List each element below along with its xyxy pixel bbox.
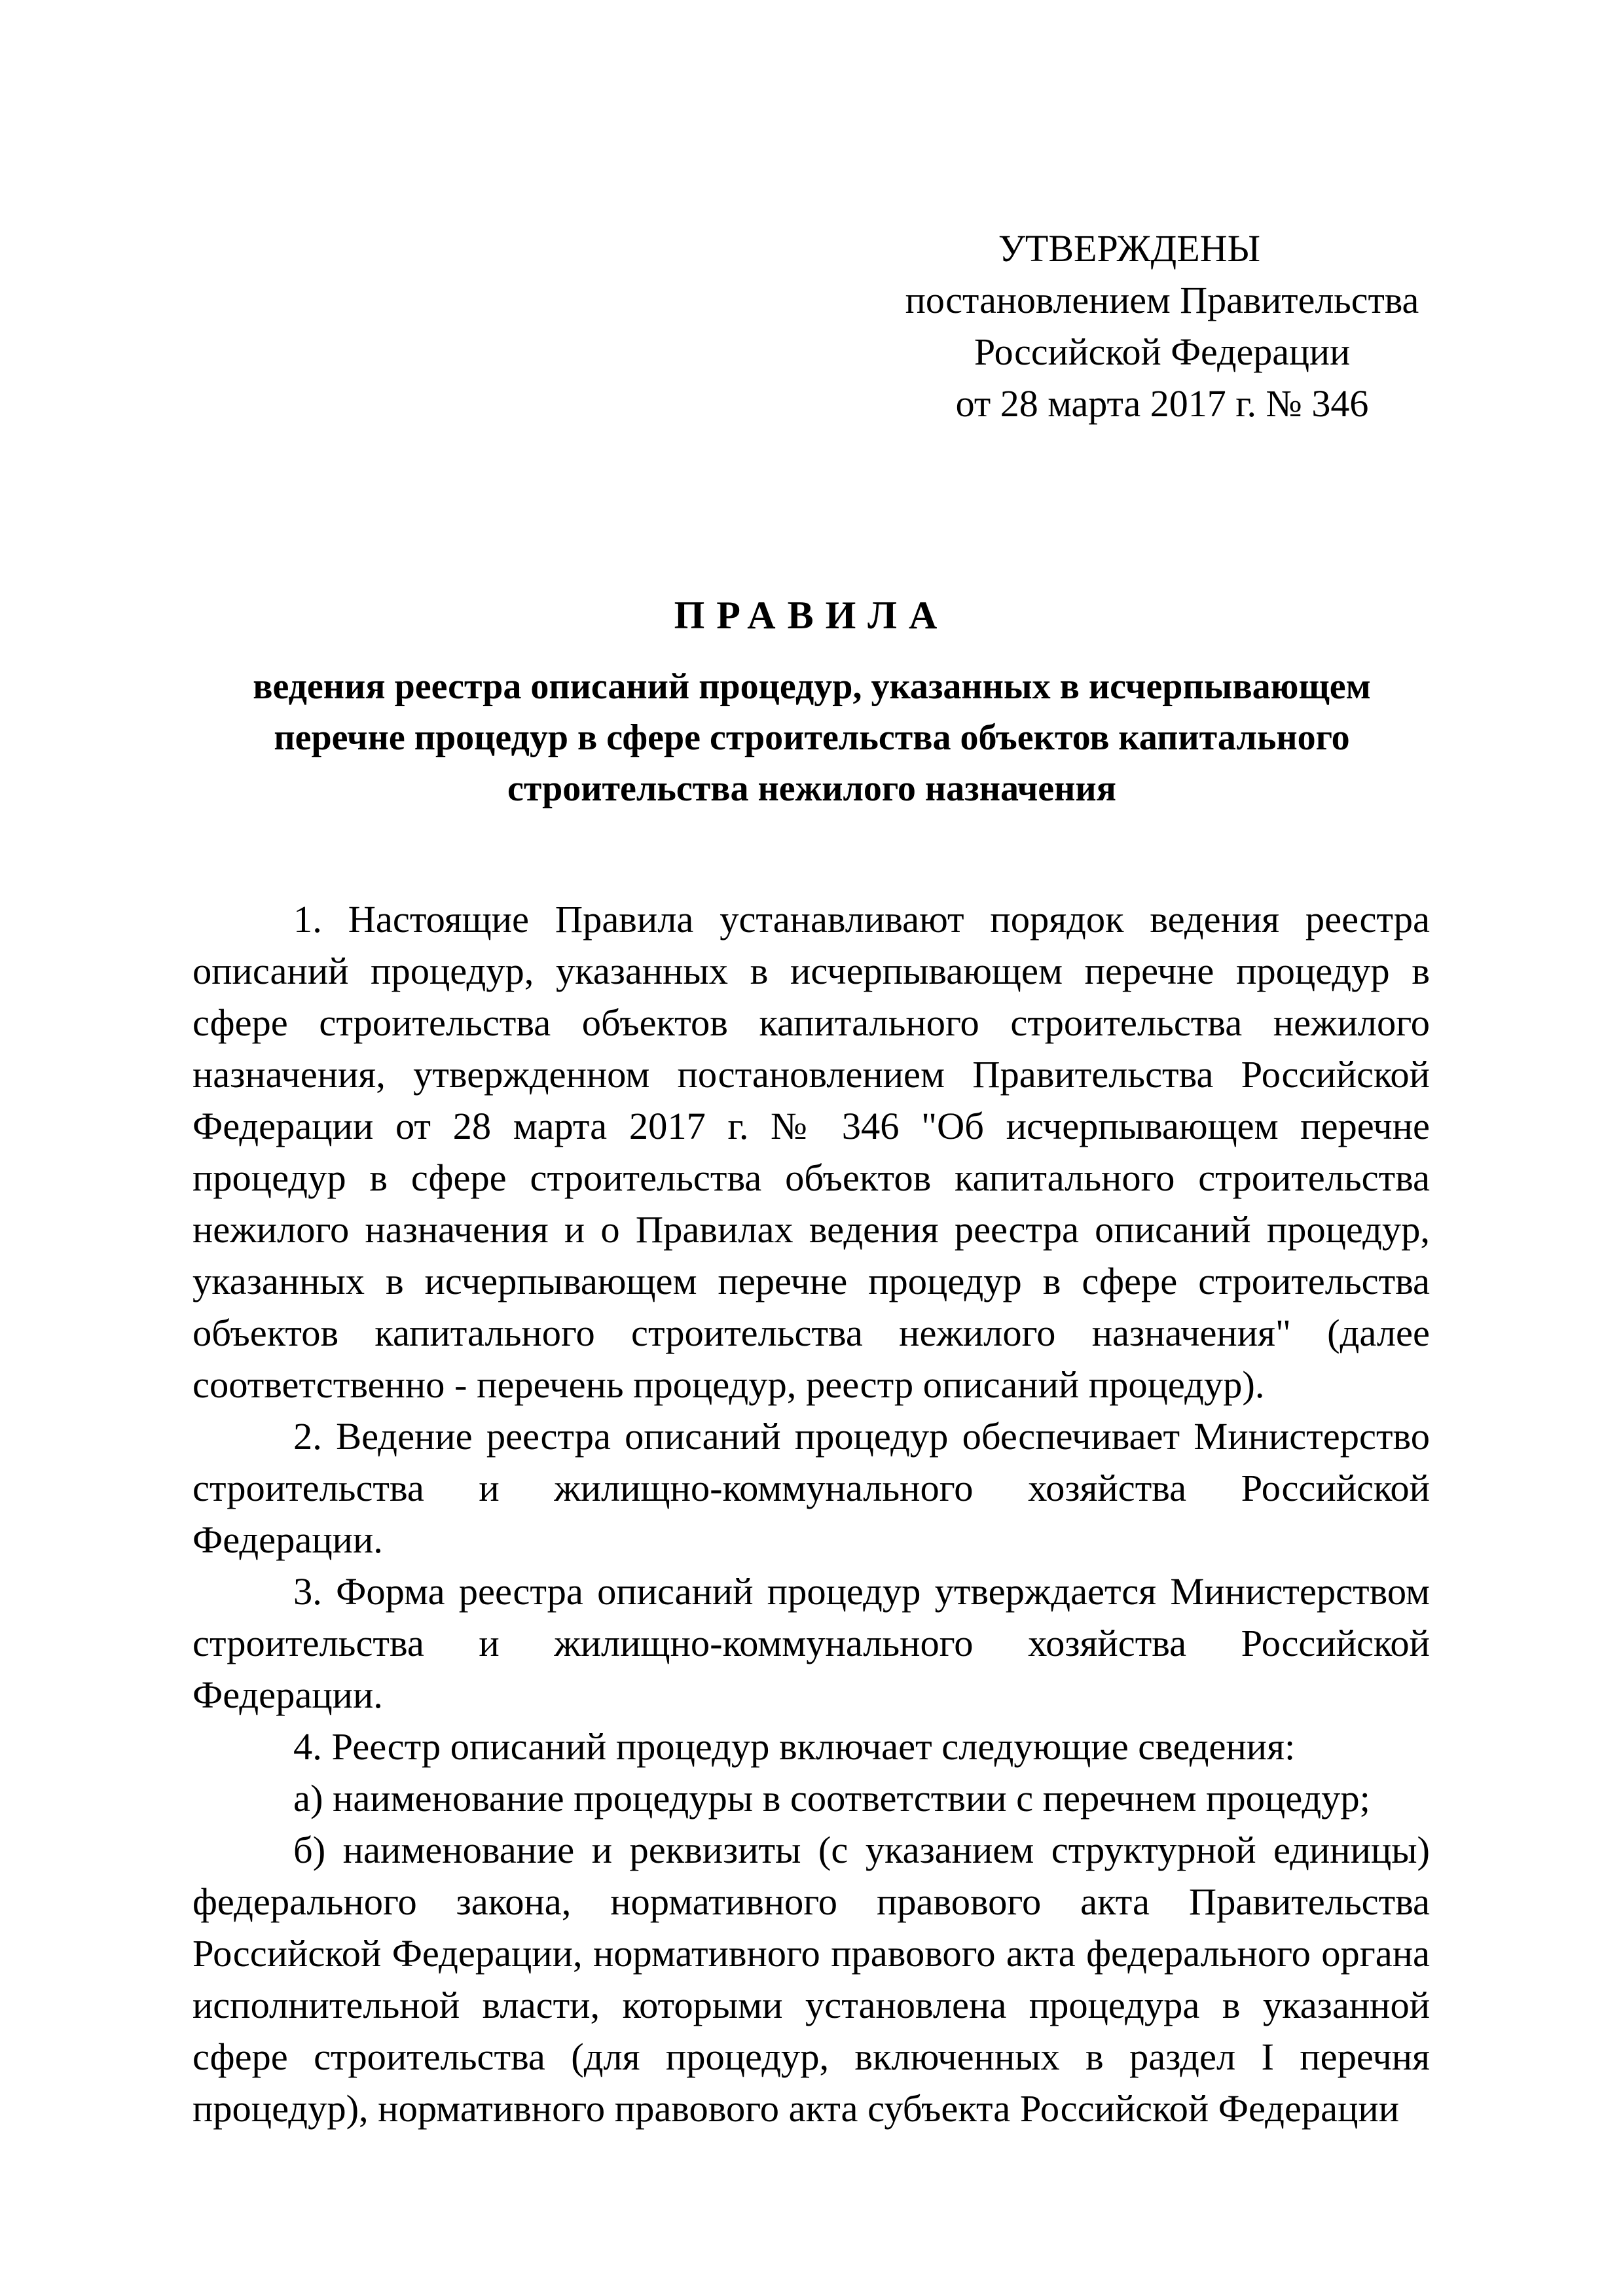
approval-block	[851, 223, 1473, 429]
paragraph-4: 4. Реестр описаний процедур включает следующие сведения:	[293, 1725, 1296, 1768]
approval-heading: УТВЕРЖДЕНЫ	[998, 227, 1261, 270]
document-subtitle	[196, 661, 1427, 814]
subtitle-line-2: перечне процедур в сфере строительства объектов капитального	[274, 717, 1350, 758]
paragraph-3: 3. Форма реестра описаний процедур утверждается Министерством строительства и жилищно-коммунального хозяйства Российской Федерации.	[192, 1570, 1430, 1716]
subtitle-line-1: ведения реестра описаний процедур, указанных в исчерпывающем	[253, 666, 1371, 707]
paragraph-2: 2. Ведение реестра описаний процедур обеспечивает Министерство строительства и жилищно-коммунального хозяйства Российской Федерации.	[192, 1415, 1430, 1561]
approval-line-date-number: от 28 марта 2017 г. № 346	[955, 382, 1369, 425]
document-title: ПРАВИЛА	[674, 594, 949, 637]
document-body	[192, 893, 1430, 2134]
subtitle-line-3: строительства нежилого назначения	[507, 768, 1116, 809]
paragraph-1: 1. Настоящие Правила устанавливают порядок ведения реестра описаний процедур, указанных в исчерпывающем перечне процедур в сфере строительства объектов капитального строительства нежилого назначения, утвержденном постановлением Правительства Российской Федерации от 28 марта 2017 г. № 346 "Об исчерпывающем перечне процедур в сфере строительства объектов капитального строительства нежилого назначения и о Правилах ведения реестра описаний процедур, указанных в исчерпывающем перечне процедур в сфере строительства объектов капитального строительства нежилого назначения" (далее соответственно - перечень процедур, реестр описаний процедур).	[192, 898, 1430, 1406]
approval-line-resolution: постановлением Правительства	[905, 279, 1419, 321]
paragraph-4a: а) наименование процедуры в соответствии с перечнем процедур;	[293, 1777, 1370, 1820]
paragraph-4b: б) наименование и реквизиты (с указанием структурной единицы) федерального закона, нормативного правового акта Правительства Российской Федерации, нормативного правового акта федерального органа исполнительной власти, которыми установлена процедура в указанной сфере строительства (для процедур, включенных в раздел I перечня процедур), нормативного правового акта субъекта Российской Федерации	[192, 1829, 1430, 2130]
approval-line-federation: Российской Федерации	[974, 331, 1351, 373]
